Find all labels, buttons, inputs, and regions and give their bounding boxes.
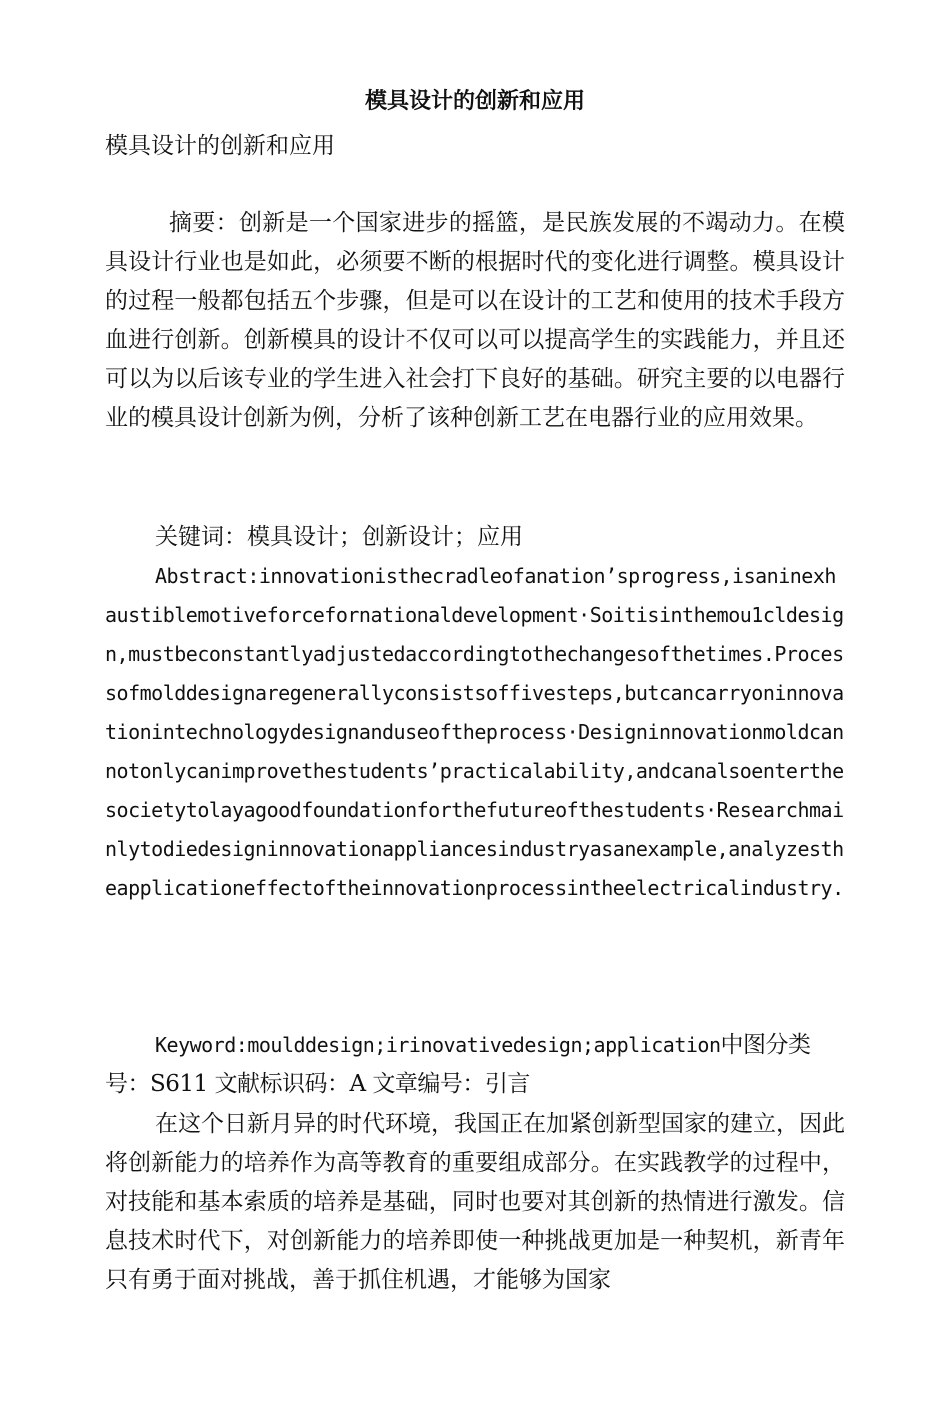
keywords-english-line	[105, 1026, 850, 1104]
keywords-english: Keyword:moulddesign;irinovativedesign;application	[155, 1033, 721, 1057]
abstract-english: Abstract:innovationisthecradleofanation’sprogress,isaninexhaustiblemotiveforcefornationaldevelopment·Soitisinthemou1cldesign,mustbeconstantlyadjustedaccordingtothechangesofthetimes.Processofmolddesignaregenerallyconsistsoffivesteps,butcancarryoninnovationintechnologydesignanduseoftheprocess·Designinnovationmoldcannotonlycanimprovethestudents’practicalability,andcanalsoenterthesocietytolayagoodfoundationforthefutureofthestudents·Researchmainlytodiedesigninnovationappliancesindustryasanexample,analyzestheapplicationeffectoftheinnovationprocessintheelectricalindustry.	[105, 564, 844, 900]
abstract-chinese: 摘要：创新是一个国家进步的摇篮，是民族发展的不竭动力。在模具设计行业也是如此，必须要不断的根据时代的变化进行调整。模具设计的过程一般都包括五个步骤，但是可以在设计的工艺和使用的技术手段方血进行创新。创新模具的设计不仅可以可以提高学生的实践能力，并且还可以为以后该专业的学生进入社会打下良好的基础。研究主要的以电器行业的模具设计创新为例，分析了该种创新工艺在电器行业的应用效果。	[105, 210, 845, 431]
document-title: 模具设计的创新和应用	[364, 88, 585, 114]
keywords-chinese: 关键词：模具设计；创新设计；应用	[155, 524, 523, 550]
intro-paragraph: 在这个日新月异的时代环境，我国正在加紧创新型国家的建立，因此将创新能力的培养作为高等教育的重要组成部分。在实践教学的过程中，对技能和基本索质的培养是基础，同时也要对其创新的热情进行激发。信息技术时代下，对创新能力的培养即使一种挑战更加是一种契机，新青年只有勇于面对挑战，善于抓住机遇，才能够为国家	[105, 1111, 845, 1293]
classification-info: 中图分类号：S611 文献标识码：A 文章编号：引言	[105, 1032, 811, 1097]
document-subtitle: 模具设计的创新和应用	[105, 133, 335, 159]
